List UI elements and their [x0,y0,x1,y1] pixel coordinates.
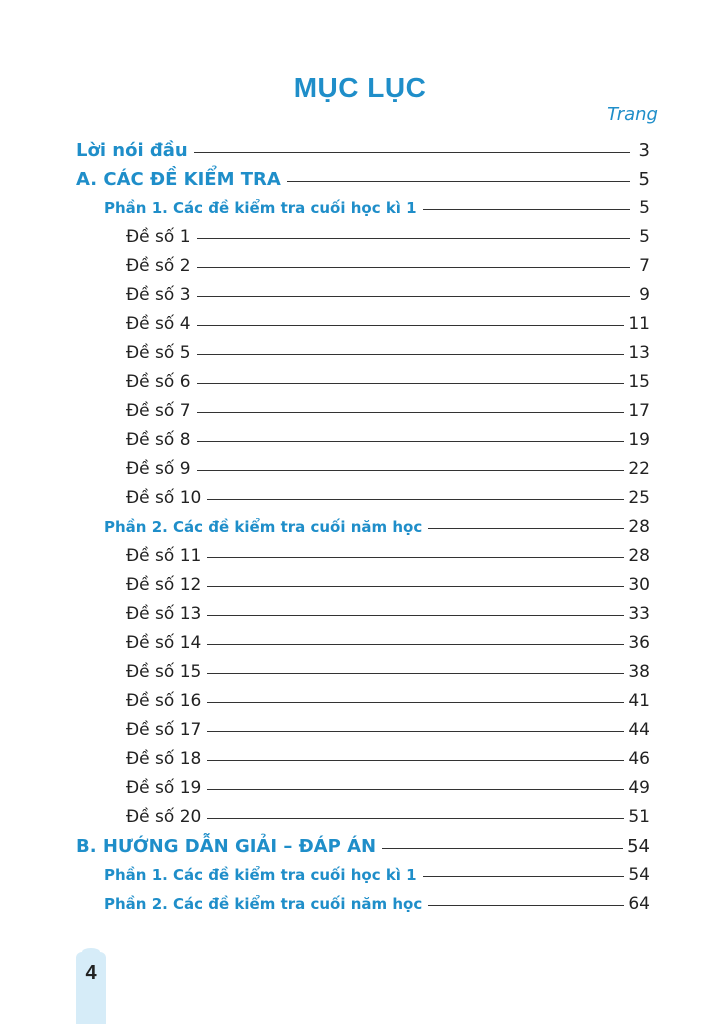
leader-line [207,731,624,732]
leader-line [207,644,624,645]
toc-entry-label: Đề số 1 [126,227,191,247]
leader-line [197,267,630,268]
leader-line [207,615,624,616]
leader-line [207,673,624,674]
toc-entry[interactable] [126,633,650,653]
toc-entry[interactable] [104,865,650,885]
toc-entry[interactable] [104,894,650,914]
toc-entry[interactable] [126,372,650,392]
toc-entry-page: 33 [628,604,650,624]
toc-entry-label: Đề số 6 [126,372,191,392]
toc-entry[interactable] [126,285,650,305]
toc-entry-page: 3 [638,140,650,161]
toc-entry[interactable] [126,488,650,508]
toc-entry-label: Đề số 19 [126,778,202,798]
toc-entry-page: 22 [628,459,650,479]
toc-entry-label: Đề số 8 [126,430,191,450]
leader-line [207,818,624,819]
toc-entry[interactable] [126,575,650,595]
leader-line [207,586,624,587]
toc-entry-label: B. HƯỚNG DẪN GIẢI – ĐÁP ÁN [76,836,377,857]
leader-line [197,470,625,471]
toc-entry[interactable] [126,227,650,247]
toc-entry[interactable] [76,140,650,161]
toc-entry-page: 5 [639,227,650,247]
toc-entry-label: Phần 1. Các đề kiểm tra cuối học kì 1 [104,199,417,217]
leader-line [207,499,624,500]
toc-entry-page: 36 [628,633,650,653]
tab-notch [82,948,100,956]
leader-line [287,181,630,182]
toc-entry-label: Đề số 7 [126,401,191,421]
leader-line [207,789,624,790]
toc-entry-page: 49 [628,778,650,798]
toc-entry-page: 19 [628,430,650,450]
toc-entry[interactable] [104,517,650,537]
toc-entry-label: Phần 2. Các đề kiểm tra cuối năm học [104,518,423,536]
toc-entry-label: Phần 1. Các đề kiểm tra cuối học kì 1 [104,866,417,884]
toc-entry[interactable] [126,778,650,798]
leader-line [207,760,624,761]
leader-line [197,412,625,413]
page-number: 4 [85,962,97,984]
toc-entry-label: Đề số 18 [126,749,202,769]
toc-entry-label: Đề số 16 [126,691,202,711]
toc-entry-page: 41 [628,691,650,711]
toc-entry-label: Đề số 14 [126,633,202,653]
toc-entry-label: Đề số 5 [126,343,191,363]
leader-line [423,876,625,877]
page-title: MỤC LỤC [293,72,427,103]
toc-entry-label: Phần 2. Các đề kiểm tra cuối năm học [104,895,423,913]
toc-entry[interactable] [104,198,650,218]
page-column-label: Trang [607,104,658,125]
toc-entry-page: 28 [628,546,650,566]
toc-entry-page: 11 [628,314,650,334]
toc-entry-label: Đề số 2 [126,256,191,276]
toc-entry-page: 13 [628,343,650,363]
toc-entry-page: 51 [628,807,650,827]
leader-line [197,441,625,442]
leader-line [197,354,625,355]
toc-entry-label: Đề số 17 [126,720,202,740]
toc-entry-label: A. CÁC ĐỀ KIỂM TRA [76,169,281,190]
toc-entry[interactable] [126,401,650,421]
toc-entry[interactable] [126,459,650,479]
toc-entry[interactable] [126,430,650,450]
toc-entry-page: 9 [639,285,650,305]
toc-entry-page: 5 [639,198,650,218]
toc-entry-label: Đề số 11 [126,546,202,566]
leader-line [207,702,624,703]
leader-line [423,209,630,210]
leader-line [382,848,623,849]
toc-entry[interactable] [126,604,650,624]
toc-entry-page: 46 [628,749,650,769]
toc-entry-page: 28 [628,517,650,537]
toc-entry[interactable] [126,691,650,711]
toc-entry-page: 44 [628,720,650,740]
page-number-tab [76,952,106,1024]
toc-entry-page: 64 [628,894,650,914]
toc-entry[interactable] [126,807,650,827]
toc-entry[interactable] [76,169,650,190]
toc-entry-page: 54 [627,836,650,857]
leader-line [428,905,624,906]
toc-entry-page: 5 [638,169,650,190]
toc-entry[interactable] [126,749,650,769]
toc-entry[interactable] [126,314,650,334]
toc-entry-label: Lời nói đầu [76,140,188,161]
leader-line [194,152,630,153]
leader-line [197,296,630,297]
toc-entry-page: 38 [628,662,650,682]
leader-line [197,325,625,326]
toc-entry-page: 17 [628,401,650,421]
toc-entry-label: Đề số 9 [126,459,191,479]
toc-entry-page: 15 [628,372,650,392]
toc-entry-page: 25 [628,488,650,508]
toc-entry[interactable] [126,720,650,740]
toc-entry-page: 7 [639,256,650,276]
leader-line [197,383,625,384]
leader-line [197,238,630,239]
toc-entry-label: Đề số 4 [126,314,191,334]
toc-entry[interactable] [76,836,650,857]
toc-entry-label: Đề số 10 [126,488,202,508]
toc-entry-page: 54 [628,865,650,885]
toc-entry-label: Đề số 3 [126,285,191,305]
leader-line [207,557,624,558]
toc-entry-label: Đề số 12 [126,575,202,595]
toc-entry-page: 30 [628,575,650,595]
toc-entry[interactable] [126,662,650,682]
toc-entry-label: Đề số 15 [126,662,202,682]
toc-entry-label: Đề số 20 [126,807,202,827]
toc-entry[interactable] [126,546,650,566]
leader-line [428,528,624,529]
toc-entry-label: Đề số 13 [126,604,202,624]
toc-entry[interactable] [126,343,650,363]
toc-entry[interactable] [126,256,650,276]
